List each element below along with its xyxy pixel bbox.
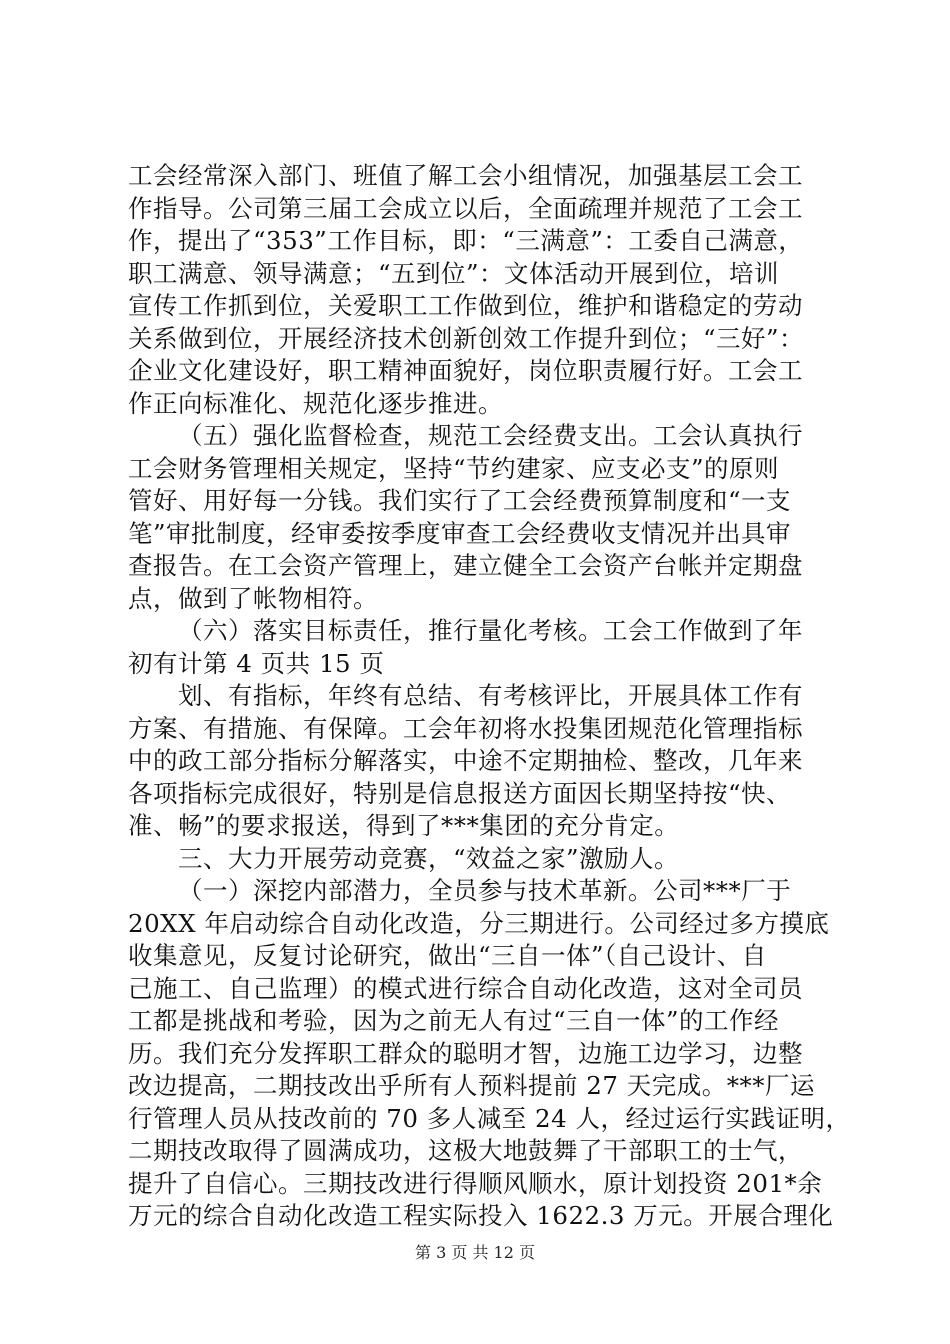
- text-line: 历。我们充分发挥职工群众的聪明才智，边施工边学习，边整: [128, 1038, 803, 1068]
- text-line: 20XX 年启动综合自动化改造，分三期进行。公司经过多方摸底: [128, 908, 830, 938]
- text-line: 职工满意、领导满意；“五到位”：文体活动开展到位，培训: [128, 258, 780, 288]
- text-line: 点，做到了帐物相符。: [128, 583, 378, 613]
- text-line: 初有计第 4 页共 15 页: [128, 648, 385, 678]
- paragraph-start-line: 划、有指标，年终有总结、有考核评比，开展具体工作有: [178, 681, 803, 710]
- text-line: 工会经常深入部门、班值了解工会小组情况，加强基层工会工: [128, 161, 803, 190]
- text-line: 作，提出了“353”工作目标，即：“三满意”：工委自己满意，: [128, 226, 804, 255]
- text-line: 工都是挑战和考验，因为之前无人有过“三自一体”的工作经: [128, 1006, 780, 1035]
- text-line: 改边提高，二期技改出乎所有人预料提前 27 天完成。***厂运: [128, 1071, 815, 1100]
- text-line: 收集意见，反复讨论研究，做出“三自一体”（自己设计、自: [128, 941, 767, 970]
- text-line: 管好、用好每一分钱。我们实行了工会经费预算制度和“一支: [128, 486, 792, 515]
- text-line: 企业文化建设好，职工精神面貌好，岗位职责履行好。工会工: [128, 356, 803, 385]
- paragraph-start-line: （六）落实目标责任，推行量化考核。工会工作做到了年: [178, 616, 803, 645]
- text-line: 各项指标完成很好，特别是信息报送方面因长期坚持按“快、: [128, 778, 792, 808]
- text-line: 作指导。公司第三届工会成立以后，全面疏理并规范了工会工: [128, 193, 803, 223]
- text-line: 笔”审批制度，经审委按季度审查工会经费收支情况并出具审: [128, 518, 792, 548]
- text-line: 提升了自信心。三期技改进行得顺风顺水，原计划投资 201*余: [128, 1168, 823, 1198]
- section-heading-line: 三、大力开展劳动竞赛，“效益之家”激励人。: [178, 843, 680, 873]
- text-line: 宣传工作抓到位，关爱职工工作做到位，维护和谐稳定的劳动: [128, 291, 803, 320]
- text-line: 关系做到位，开展经济技术创新创效工作提升到位；“三好”：: [128, 323, 805, 353]
- text-line: 方案、有措施、有保障。工会年初将水投集团规范化管理指标: [128, 713, 803, 743]
- text-line: 己施工、自己监理）的模式进行综合自动化改造，这对全司员: [128, 973, 803, 1003]
- text-line: 行管理人员从技改前的 70 多人减至 24 人，经过运行实践证明，: [128, 1103, 851, 1133]
- text-line: 二期技改取得了圆满成功，这极大地鼓舞了干部职工的士气，: [128, 1136, 803, 1165]
- text-line: 中的政工部分指标分解落实，中途不定期抽检、整改，几年来: [128, 746, 803, 775]
- text-line: 工会财务管理相关规定，坚持“节约建家、应支必支”的原则: [128, 453, 780, 483]
- text-line: 万元的综合自动化改造工程实际投入 1622.3 万元。开展合理化: [128, 1201, 834, 1230]
- text-line: 准、畅”的要求报送，得到了***集团的充分肯定。: [128, 811, 680, 840]
- paragraph-start-line: （一）深挖内部潜力，全员参与技术革新。公司***厂于: [178, 876, 792, 905]
- text-line: 作正向标准化、规范化逐步推进。: [128, 388, 503, 418]
- text-line: 查报告。在工会资产管理上，建立健全工会资产台帐并定期盘: [128, 551, 803, 580]
- paragraph-start-line: （五）强化监督检查，规范工会经费支出。工会认真执行: [178, 421, 803, 450]
- page-number-footer: 第 3 页 共 12 页: [415, 1243, 535, 1262]
- document-body: [128, 160, 851, 1233]
